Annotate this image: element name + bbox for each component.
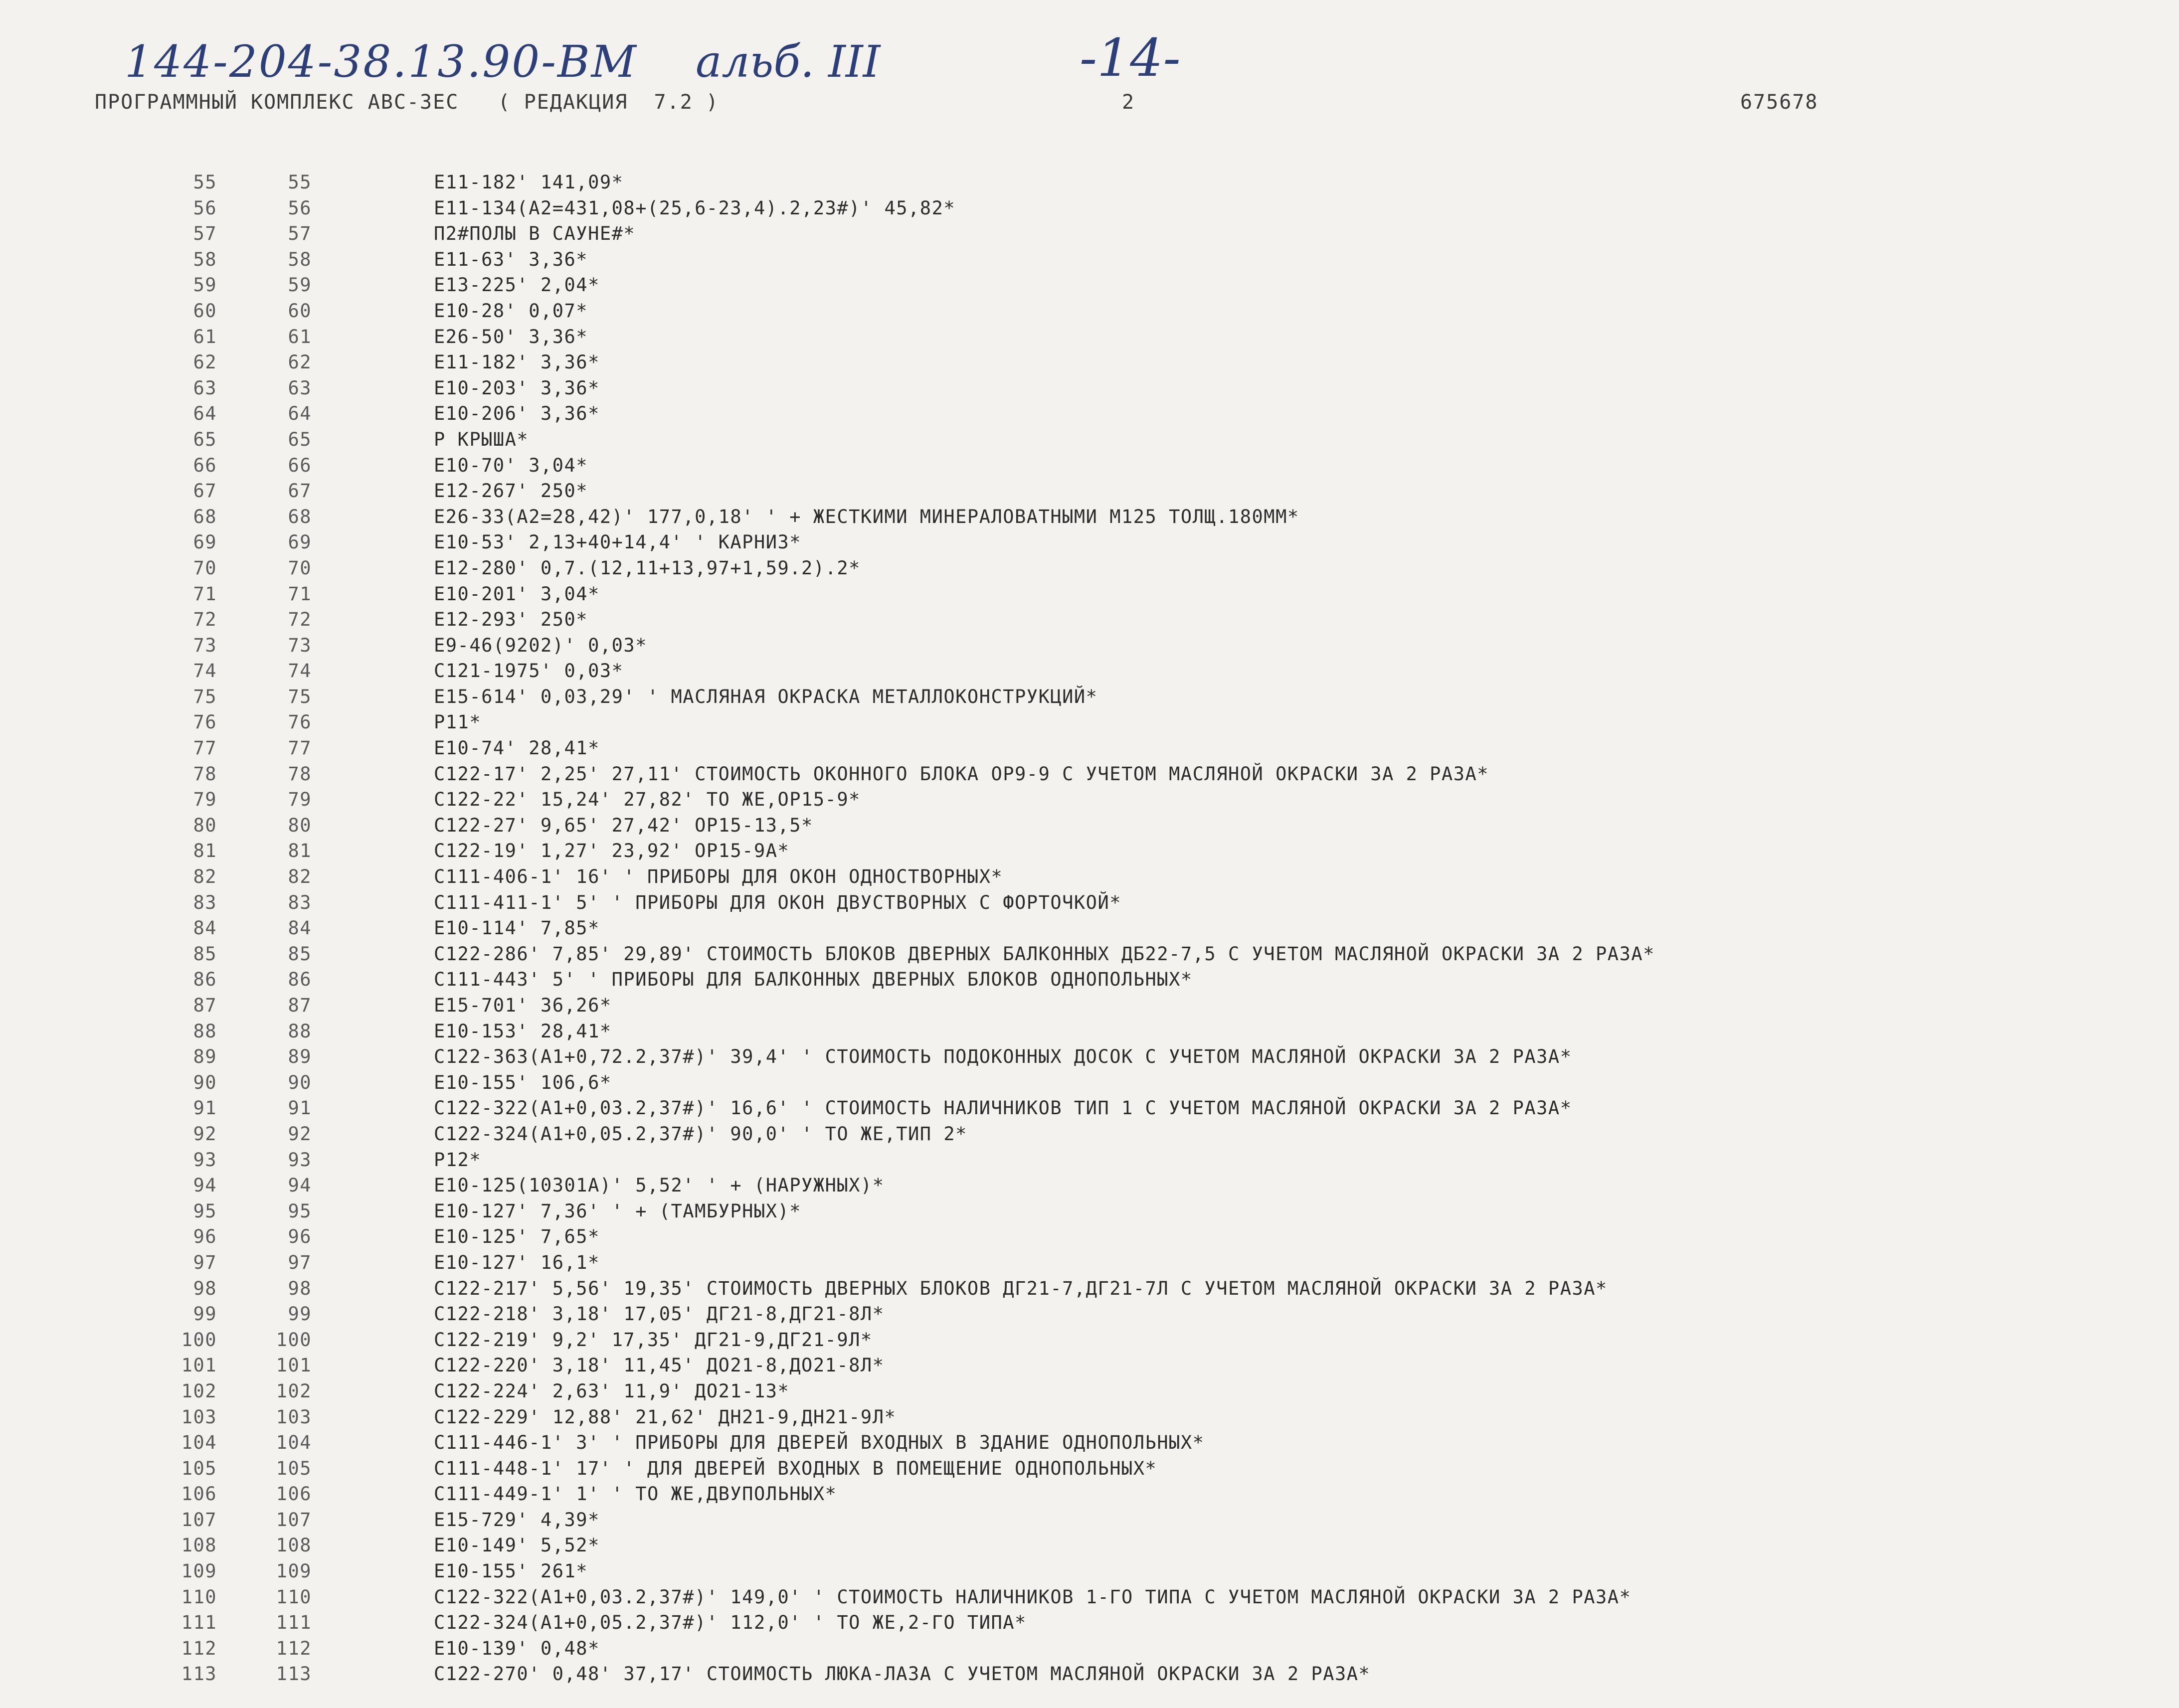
- statement-number: 113: [276, 1663, 312, 1685]
- statement-number: 85: [288, 943, 312, 965]
- line-number: 76: [193, 711, 217, 733]
- statement-text: Е12-293' 250*: [434, 609, 588, 631]
- handwritten-album-number: альб. III: [696, 36, 881, 87]
- statement-text: Е10-53' 2,13+40+14,4' ' КАРНИЗ*: [434, 531, 802, 553]
- line-number: 55: [193, 171, 217, 193]
- statement-number: 107: [276, 1509, 312, 1531]
- statement-text: П2#ПОЛЫ В САУНЕ#*: [434, 223, 636, 245]
- listing-row: [0, 1430, 2179, 1456]
- listing-row: [0, 1404, 2179, 1430]
- statement-text: С121-1975' 0,03*: [434, 660, 624, 682]
- listing-row: [0, 838, 2179, 864]
- listing-row: [0, 1301, 2179, 1327]
- statement-text: Е10-201' 3,04*: [434, 583, 600, 605]
- line-number: 102: [181, 1380, 217, 1402]
- listing-row: [0, 1198, 2179, 1224]
- program-header-title: ПРОГРАММНЫЙ КОМПЛЕКС АВС-3ЕС ( РЕДАКЦИЯ 7.2 ): [95, 91, 719, 114]
- line-number: 100: [181, 1329, 217, 1351]
- statement-number: 55: [288, 171, 312, 193]
- listing-row: [0, 375, 2179, 401]
- listing-row: [0, 478, 2179, 504]
- statement-number: 98: [288, 1277, 312, 1299]
- statement-text: С111-406-1' 16' ' ПРИБОРЫ ДЛЯ ОКОН ОДНОСТВОРНЫХ*: [434, 866, 1003, 888]
- listing-row: [0, 915, 2179, 941]
- statement-number: 74: [288, 660, 312, 682]
- line-number: 64: [193, 403, 217, 425]
- listing-row: [0, 1481, 2179, 1507]
- line-number: 98: [193, 1277, 217, 1299]
- statement-number: 67: [288, 480, 312, 502]
- statement-text: С122-324(А1+0,05.2,37#)' 112,0' ' ТО ЖЕ,2-ГО ТИПА*: [434, 1612, 1027, 1634]
- statement-number: 111: [276, 1612, 312, 1634]
- line-number: 89: [193, 1046, 217, 1068]
- listing-row: [0, 735, 2179, 761]
- statement-number: 112: [276, 1637, 312, 1659]
- listing-row: [0, 967, 2179, 993]
- statement-number: 93: [288, 1149, 312, 1171]
- statement-number: 105: [276, 1457, 312, 1479]
- statement-text: Р11*: [434, 711, 482, 733]
- listing-row: [0, 1327, 2179, 1353]
- statement-number: 104: [276, 1432, 312, 1454]
- line-number: 71: [193, 583, 217, 605]
- statement-text: Е10-125' 7,65*: [434, 1226, 600, 1248]
- listing-row: [0, 298, 2179, 324]
- statement-text: Е15-729' 4,39*: [434, 1509, 600, 1531]
- statement-text: С122-219' 9,2' 17,35' ДГ21-9,ДГ21-9Л*: [434, 1329, 873, 1351]
- listing-row: [0, 1121, 2179, 1147]
- handwritten-page-number: -14-: [1080, 27, 1181, 88]
- line-number: 85: [193, 943, 217, 965]
- listing-row: [0, 1610, 2179, 1636]
- line-number: 86: [193, 969, 217, 991]
- statement-text: Е26-33(А2=28,42)' 177,0,18' ' + ЖЕСТКИМИ МИНЕРАЛОВАТНЫМИ М125 ТОЛЩ.180ММ*: [434, 506, 1299, 527]
- listing-rows: [0, 170, 2179, 1687]
- line-number: 70: [193, 557, 217, 579]
- statement-text: Е10-155' 106,6*: [434, 1071, 612, 1093]
- statement-text: Е26-50' 3,36*: [434, 326, 588, 347]
- line-number: 91: [193, 1097, 217, 1119]
- statement-text: Е10-28' 0,07*: [434, 300, 588, 322]
- line-number: 65: [193, 428, 217, 450]
- line-number: 108: [181, 1535, 217, 1556]
- line-number: 78: [193, 763, 217, 785]
- statement-text: С122-220' 3,18' 11,45' ДО21-8,ДО21-8Л*: [434, 1355, 885, 1376]
- line-number: 110: [181, 1586, 217, 1608]
- statement-text: Е12-280' 0,7.(12,11+13,97+1,59.2).2*: [434, 557, 861, 579]
- listing-row: [0, 1019, 2179, 1044]
- statement-number: 62: [288, 351, 312, 373]
- listing-row: [0, 813, 2179, 839]
- statement-number: 109: [276, 1560, 312, 1582]
- line-number: 68: [193, 506, 217, 527]
- listing-row: [0, 1173, 2179, 1198]
- statement-text: Р12*: [434, 1149, 482, 1171]
- listing-row: [0, 1250, 2179, 1276]
- statement-text: С122-270' 0,48' 37,17' СТОИМОСТЬ ЛЮКА-ЛАЗА С УЧЕТОМ МАСЛЯНОЙ ОКРАСКИ ЗА 2 РАЗА*: [434, 1663, 1371, 1685]
- statement-text: С122-286' 7,85' 29,89' СТОИМОСТЬ БЛОКОВ ДВЕРНЫХ БАЛКОННЫХ ДБ22-7,5 С УЧЕТОМ МАСЛЯНОЙ ОКРАСКИ ЗА 2 РАЗА*: [434, 943, 1655, 965]
- line-number: 63: [193, 377, 217, 399]
- listing-row: [0, 581, 2179, 607]
- statement-number: 89: [288, 1046, 312, 1068]
- statement-text: Е15-701' 36,26*: [434, 995, 612, 1016]
- listing-row: [0, 890, 2179, 916]
- statement-number: 83: [288, 891, 312, 913]
- listing-row: [0, 272, 2179, 298]
- listing-row: [0, 1224, 2179, 1250]
- line-number: 73: [193, 634, 217, 656]
- statement-text: Е10-74' 28,41*: [434, 737, 600, 759]
- listing-row: [0, 170, 2179, 195]
- statement-text: С111-449-1' 1' ' ТО ЖЕ,ДВУПОЛЬНЫХ*: [434, 1483, 837, 1505]
- statement-number: 58: [288, 248, 312, 270]
- listing-row: [0, 504, 2179, 530]
- line-number: 66: [193, 454, 217, 476]
- line-number: 59: [193, 274, 217, 296]
- listing-row: [0, 1276, 2179, 1302]
- statement-text: Е11-182' 3,36*: [434, 351, 600, 373]
- statement-number: 91: [288, 1097, 312, 1119]
- statement-number: 78: [288, 763, 312, 785]
- line-number: 97: [193, 1251, 217, 1273]
- line-number: 77: [193, 737, 217, 759]
- listing-row: [0, 1558, 2179, 1584]
- statement-number: 57: [288, 223, 312, 245]
- statement-text: Р КРЫША*: [434, 428, 529, 450]
- statement-text: С111-446-1' 3' ' ПРИБОРЫ ДЛЯ ДВЕРЕЙ ВХОДНЫХ В ЗДАНИЕ ОДНОПОЛЬНЫХ*: [434, 1432, 1205, 1454]
- statement-text: Е10-127' 7,36' ' + (ТАМБУРНЫХ)*: [434, 1200, 802, 1222]
- listing-row: [0, 1636, 2179, 1662]
- statement-number: 101: [276, 1355, 312, 1376]
- statement-text: С111-411-1' 5' ' ПРИБОРЫ ДЛЯ ОКОН ДВУСТВОРНЫХ С ФОРТОЧКОЙ*: [434, 891, 1122, 913]
- statement-number: 64: [288, 403, 312, 425]
- listing-row: [0, 453, 2179, 479]
- line-number: 105: [181, 1457, 217, 1479]
- listing-row: [0, 1456, 2179, 1482]
- statement-text: Е12-267' 250*: [434, 480, 588, 502]
- statement-number: 71: [288, 583, 312, 605]
- statement-number: 76: [288, 711, 312, 733]
- statement-number: 106: [276, 1483, 312, 1505]
- statement-text: С122-19' 1,27' 23,92' ОР15-9А*: [434, 840, 790, 862]
- statement-text: Е13-225' 2,04*: [434, 274, 600, 296]
- listing-row: [0, 195, 2179, 221]
- document-number: 675678: [1740, 91, 1818, 114]
- handwritten-document-code: 144-204-38.13.90-ВМ: [125, 36, 638, 87]
- statement-text: Е9-46(9202)' 0,03*: [434, 634, 647, 656]
- line-number: 82: [193, 866, 217, 888]
- line-number: 90: [193, 1071, 217, 1093]
- statement-number: 80: [288, 814, 312, 836]
- line-number: 58: [193, 248, 217, 270]
- statement-number: 69: [288, 531, 312, 553]
- line-number: 113: [181, 1663, 217, 1685]
- statement-number: 86: [288, 969, 312, 991]
- sheet-number: 2: [1122, 91, 1135, 114]
- listing-row: [0, 864, 2179, 890]
- line-number: 112: [181, 1637, 217, 1659]
- listing-row: [0, 401, 2179, 427]
- line-number: 79: [193, 789, 217, 811]
- statement-number: 99: [288, 1303, 312, 1325]
- listing-row: [0, 633, 2179, 659]
- line-number: 95: [193, 1200, 217, 1222]
- listing-row: [0, 427, 2179, 453]
- statement-text: С122-224' 2,63' 11,9' ДО21-13*: [434, 1380, 790, 1402]
- statement-number: 94: [288, 1175, 312, 1196]
- line-number: 87: [193, 995, 217, 1016]
- line-number: 57: [193, 223, 217, 245]
- statement-number: 61: [288, 326, 312, 347]
- statement-text: Е10-70' 3,04*: [434, 454, 588, 476]
- statement-number: 73: [288, 634, 312, 656]
- listing-row: [0, 607, 2179, 633]
- listing-row: [0, 324, 2179, 350]
- statement-number: 79: [288, 789, 312, 811]
- statement-text: С122-324(А1+0,05.2,37#)' 90,0' ' ТО ЖЕ,ТИП 2*: [434, 1123, 967, 1145]
- statement-number: 77: [288, 737, 312, 759]
- listing-row: [0, 658, 2179, 684]
- listing-row: [0, 787, 2179, 813]
- listing-row: [0, 684, 2179, 710]
- statement-text: Е11-134(А2=431,08+(25,6-23,4).2,23#)' 45,82*: [434, 197, 956, 219]
- line-number: 69: [193, 531, 217, 553]
- listing-row: [0, 1044, 2179, 1070]
- listing-row: [0, 221, 2179, 247]
- line-number: 61: [193, 326, 217, 347]
- statement-text: С122-22' 15,24' 27,82' ТО ЖЕ,ОР15-9*: [434, 789, 861, 811]
- statement-text: С122-363(А1+0,72.2,37#)' 39,4' ' СТОИМОСТЬ ПОДОКОННЫХ ДОСОК С УЧЕТОМ МАСЛЯНОЙ ОКРАСКИ ЗА 2 РАЗА*: [434, 1046, 1572, 1068]
- line-number: 93: [193, 1149, 217, 1171]
- statement-number: 66: [288, 454, 312, 476]
- line-number: 88: [193, 1020, 217, 1042]
- statement-number: 96: [288, 1226, 312, 1248]
- statement-number: 65: [288, 428, 312, 450]
- statement-text: С122-322(А1+0,03.2,37#)' 16,6' ' СТОИМОСТЬ НАЛИЧНИКОВ ТИП 1 С УЧЕТОМ МАСЛЯНОЙ ОКРАСКИ ЗА 2 РАЗА*: [434, 1097, 1572, 1119]
- statement-number: 88: [288, 1020, 312, 1042]
- statement-text: Е10-203' 3,36*: [434, 377, 600, 399]
- statement-text: Е11-182' 141,09*: [434, 171, 624, 193]
- line-number: 94: [193, 1175, 217, 1196]
- line-number: 107: [181, 1509, 217, 1531]
- listing-row: [0, 1584, 2179, 1610]
- line-number: 109: [181, 1560, 217, 1582]
- line-number: 75: [193, 685, 217, 707]
- line-number: 67: [193, 480, 217, 502]
- line-number: 60: [193, 300, 217, 322]
- line-number: 92: [193, 1123, 217, 1145]
- statement-number: 92: [288, 1123, 312, 1145]
- listing-row: [0, 941, 2179, 967]
- statement-text: Е10-153' 28,41*: [434, 1020, 612, 1042]
- statement-text: С122-17' 2,25' 27,11' СТОИМОСТЬ ОКОННОГО БЛОКА ОР9-9 С УЧЕТОМ МАСЛЯНОЙ ОКРАСКИ ЗА 2 РАЗА*: [434, 763, 1489, 785]
- statement-text: С122-217' 5,56' 19,35' СТОИМОСТЬ ДВЕРНЫХ БЛОКОВ ДГ21-7,ДГ21-7Л С УЧЕТОМ МАСЛЯНОЙ ОКРАСКИ ЗА 2 РАЗА*: [434, 1277, 1608, 1299]
- line-number: 103: [181, 1406, 217, 1428]
- line-number: 83: [193, 891, 217, 913]
- statement-number: 110: [276, 1586, 312, 1608]
- statement-text: С122-218' 3,18' 17,05' ДГ21-8,ДГ21-8Л*: [434, 1303, 885, 1325]
- statement-number: 102: [276, 1380, 312, 1402]
- line-number: 62: [193, 351, 217, 373]
- statement-number: 108: [276, 1535, 312, 1556]
- statement-number: 97: [288, 1251, 312, 1273]
- statement-number: 84: [288, 917, 312, 939]
- statement-text: Е11-63' 3,36*: [434, 248, 588, 270]
- listing-row: [0, 349, 2179, 375]
- statement-text: Е10-127' 16,1*: [434, 1251, 600, 1273]
- listing-row: [0, 761, 2179, 787]
- listing-row: [0, 1378, 2179, 1404]
- statement-text: Е10-125(10301А)' 5,52' ' + (НАРУЖНЫХ)*: [434, 1175, 885, 1196]
- line-number: 111: [181, 1612, 217, 1634]
- line-number: 84: [193, 917, 217, 939]
- line-number: 81: [193, 840, 217, 862]
- statement-number: 68: [288, 506, 312, 527]
- statement-text: Е10-206' 3,36*: [434, 403, 600, 425]
- statement-text: С122-229' 12,88' 21,62' ДН21-9,ДН21-9Л*: [434, 1406, 897, 1428]
- statement-text: С122-322(А1+0,03.2,37#)' 149,0' ' СТОИМОСТЬ НАЛИЧНИКОВ 1-ГО ТИПА С УЧЕТОМ МАСЛЯНОЙ ОКРАСКИ ЗА 2 РАЗА*: [434, 1586, 1632, 1608]
- line-number: 101: [181, 1355, 217, 1376]
- statement-text: Е10-149' 5,52*: [434, 1535, 600, 1556]
- statement-number: 87: [288, 995, 312, 1016]
- statement-number: 70: [288, 557, 312, 579]
- statement-number: 59: [288, 274, 312, 296]
- statement-number: 72: [288, 609, 312, 631]
- listing-row: [0, 555, 2179, 581]
- listing-row: [0, 1533, 2179, 1558]
- line-number: 72: [193, 609, 217, 631]
- listing-row: [0, 709, 2179, 735]
- listing-row: [0, 993, 2179, 1019]
- line-number: 74: [193, 660, 217, 682]
- statement-text: С111-448-1' 17' ' ДЛЯ ДВЕРЕЙ ВХОДНЫХ В ПОМЕЩЕНИЕ ОДНОПОЛЬНЫХ*: [434, 1457, 1157, 1479]
- statement-text: С111-443' 5' ' ПРИБОРЫ ДЛЯ БАЛКОННЫХ ДВЕРНЫХ БЛОКОВ ОДНОПОЛЬНЫХ*: [434, 969, 1193, 991]
- statement-number: 60: [288, 300, 312, 322]
- statement-number: 103: [276, 1406, 312, 1428]
- listing-row: [0, 1507, 2179, 1533]
- line-number: 96: [193, 1226, 217, 1248]
- statement-number: 81: [288, 840, 312, 862]
- statement-text: Е10-114' 7,85*: [434, 917, 600, 939]
- statement-number: 82: [288, 866, 312, 888]
- statement-number: 95: [288, 1200, 312, 1222]
- statement-number: 100: [276, 1329, 312, 1351]
- statement-number: 63: [288, 377, 312, 399]
- line-number: 80: [193, 814, 217, 836]
- listing-row: [0, 1147, 2179, 1173]
- statement-number: 56: [288, 197, 312, 219]
- statement-number: 90: [288, 1071, 312, 1093]
- line-number: 106: [181, 1483, 217, 1505]
- listing-row: [0, 247, 2179, 273]
- statement-text: Е15-614' 0,03,29' ' МАСЛЯНАЯ ОКРАСКА МЕТАЛЛОКОНСТРУКЦИЙ*: [434, 685, 1098, 707]
- listing-row: [0, 1095, 2179, 1121]
- listing-row: [0, 1070, 2179, 1096]
- listing-row: [0, 1353, 2179, 1378]
- line-number: 56: [193, 197, 217, 219]
- statement-text: Е10-155' 261*: [434, 1560, 588, 1582]
- listing-row: [0, 529, 2179, 555]
- line-number: 99: [193, 1303, 217, 1325]
- statement-text: Е10-139' 0,48*: [434, 1637, 600, 1659]
- listing-row: [0, 1661, 2179, 1687]
- statement-number: 75: [288, 685, 312, 707]
- line-number: 104: [181, 1432, 217, 1454]
- statement-text: С122-27' 9,65' 27,42' ОР15-13,5*: [434, 814, 813, 836]
